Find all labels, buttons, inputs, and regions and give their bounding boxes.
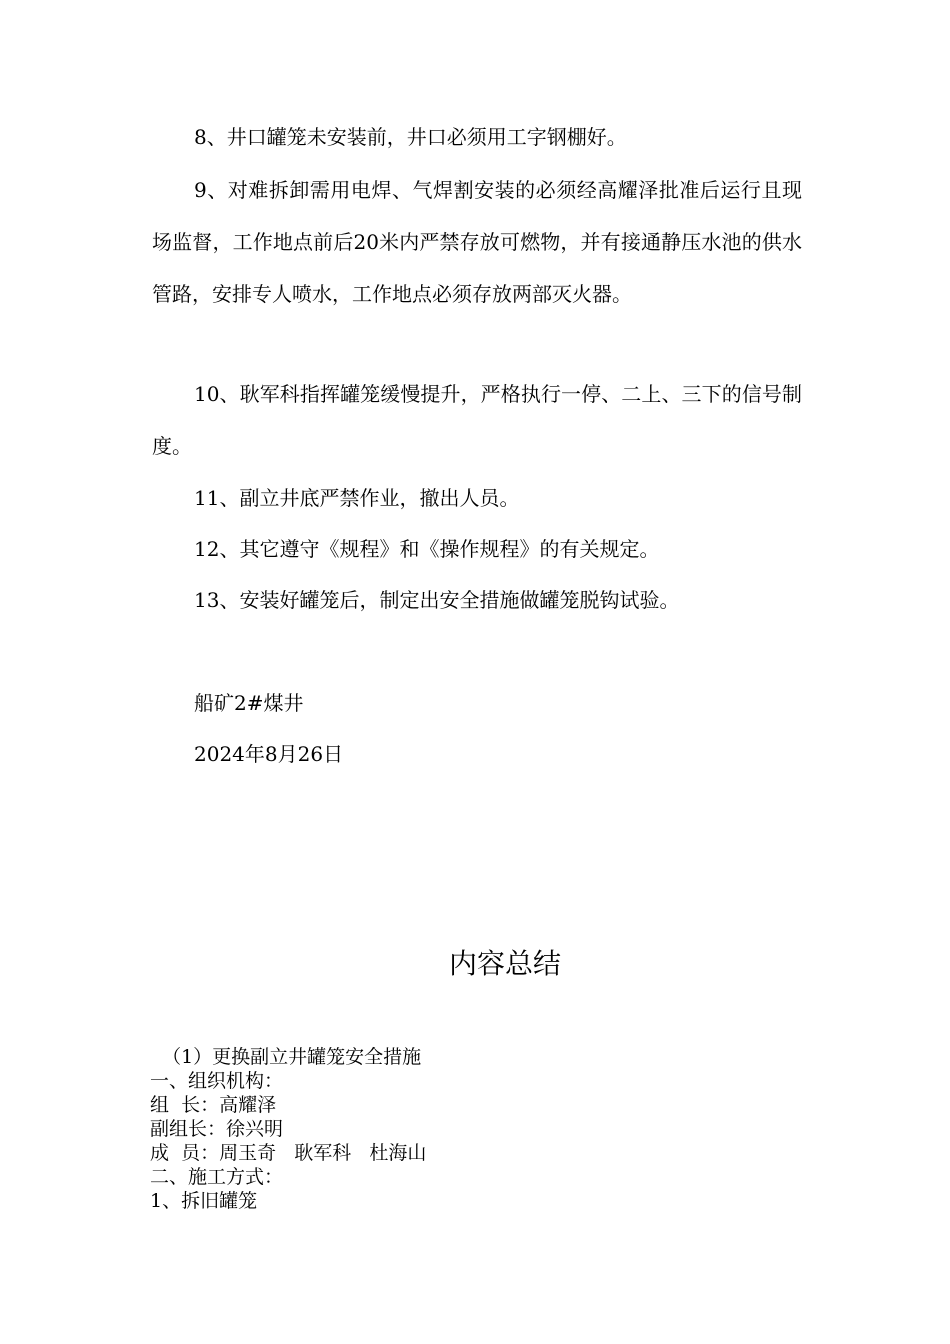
item-9-paragraph: 9、对难拆卸需用电焊、气焊割安装的必须经高耀泽批准后运行且现场监督，工作地点前后20米内严禁存放可燃物，并有接通静压水池的供水管路，安排专人喷水，工作地点必须存放两部灭火器。 <box>152 178 802 306</box>
summary-line-method: 二、施工方式： <box>150 1166 284 1188</box>
summary-line-leader: 组 长：高耀泽 <box>150 1094 277 1116</box>
item-10-paragraph: 10、耿军科指挥罐笼缓慢提升，严格执行一停、二上、三下的信号制度。 <box>152 382 802 458</box>
summary-line-org: 一、组织机构： <box>150 1070 284 1092</box>
summary-line-members: 成 员：周玉奇 耿军科 杜海山 <box>150 1142 427 1164</box>
summary-line-heading: （1）更换副立井罐笼安全措施 <box>150 1046 422 1068</box>
item-11-paragraph: 11、副立井底严禁作业，撤出人员。 <box>194 486 520 510</box>
item-13-paragraph: 13、安装好罐笼后，制定出安全措施做罐笼脱钩试验。 <box>194 588 680 612</box>
item-12-paragraph: 12、其它遵守《规程》和《操作规程》的有关规定。 <box>194 537 660 561</box>
summary-line-deputy: 副组长：徐兴明 <box>150 1118 284 1140</box>
summary-title: 内容总结 <box>448 947 561 980</box>
signature-org: 船矿2#煤井 <box>194 691 304 715</box>
item-8-paragraph: 8、井口罐笼未安装前，井口必须用工字钢棚好。 <box>194 125 627 149</box>
summary-line-step1: 1、拆旧罐笼 <box>150 1190 258 1212</box>
signature-date: 2024年8月26日 <box>194 742 344 766</box>
